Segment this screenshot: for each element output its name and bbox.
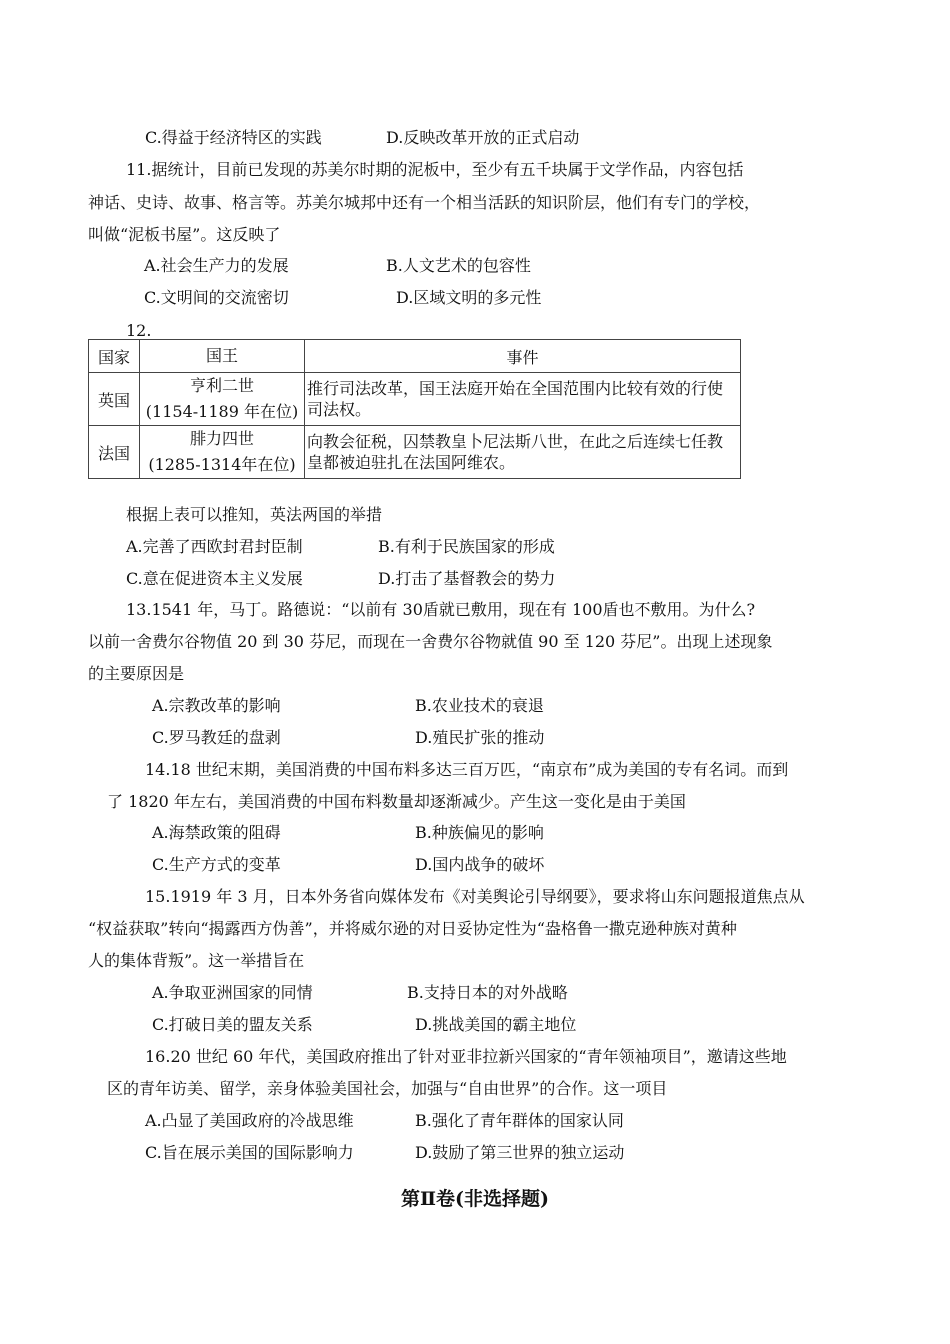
q12-option-b: B.有利于民族国家的形成 <box>378 537 555 556</box>
q15-option-d: D.挑战美国的霸主地位 <box>415 1015 577 1034</box>
q10-option-d: D.反映改革开放的正式启动 <box>386 128 580 147</box>
table-row <box>89 373 741 426</box>
table-header-row <box>89 340 741 373</box>
q16-stem-line2: 区的青年访美、留学，亲身体验美国社会，加强与“自由世界”的合作。这一项目 <box>107 1079 668 1098</box>
q16-option-d: D.鼓励了第三世界的独立运动 <box>415 1143 625 1162</box>
king-name: 亨利二世 <box>189 376 254 395</box>
q15-option-a: A.争取亚洲国家的同情 <box>152 983 313 1002</box>
king-reign: (1154-1189 年在位) <box>145 402 299 421</box>
q15-option-c: C.打破日美的盟友关系 <box>152 1015 313 1034</box>
q16-stem-line1: 16.20 世纪 60 年代，美国政府推出了针对亚非拉新兴国家的“青年领袖项目”，邀请这些地 <box>145 1047 787 1066</box>
q12-table <box>88 339 741 479</box>
q11-option-a: A.社会生产力的发展 <box>144 256 289 275</box>
q11-option-b: B.人文艺术的包容性 <box>386 256 531 275</box>
q13-stem-line2: 以前一舍费尔谷物值 20 到 30 芬尼，而现在一舍费尔谷物就值 90 至 120 芬尼”。出现上述现象 <box>88 632 773 651</box>
q12-stem: 根据上表可以推知，英法两国的举措 <box>126 505 383 524</box>
q11-stem-line2: 神话、史诗、故事、格言等。苏美尔城邦中还有一个相当活跃的知识阶层，他们有专门的学校， <box>88 193 761 212</box>
q11-option-c: C.文明间的交流密切 <box>144 288 289 307</box>
q10-option-c: C.得益于经济特区的实践 <box>145 128 322 147</box>
q11-stem-line1: 11.据统计，目前已发现的苏美尔时期的泥板中，至少有五千块属于文学作品，内容包括 <box>126 160 744 179</box>
king-name: 腓力四世 <box>189 429 254 448</box>
q15-stem-line3: 人的集体背叛”。这一举措旨在 <box>88 951 305 970</box>
q13-stem-line1: 13.1541 年，马丁。路德说：“以前有 30盾就已敷用，现在有 100盾也不敷用。为什么? <box>126 600 756 619</box>
q14-option-d: D.国内战争的破坏 <box>415 855 545 874</box>
q14-stem-line2: 了 1820 年左右，美国消费的中国布料数量却逐渐减少。产生这一变化是由于美国 <box>107 792 686 811</box>
row-country: 法国 <box>89 426 140 479</box>
q12-number: 12. <box>126 321 152 340</box>
q14-option-a: A.海禁政策的阻碍 <box>152 823 281 842</box>
q16-option-a: A.凸显了美国政府的冷战思维 <box>145 1111 354 1130</box>
q14-option-b: B.种族偏见的影响 <box>415 823 544 842</box>
header-event: 事件 <box>305 340 741 373</box>
row-king <box>140 426 305 479</box>
q13-option-a: A.宗教改革的影响 <box>152 696 281 715</box>
q16-option-c: C.旨在展示美国的国际影响力 <box>145 1143 354 1162</box>
q12-option-c: C.意在促进资本主义发展 <box>126 569 303 588</box>
row-country: 英国 <box>89 373 140 426</box>
q12-option-a: A.完善了西欧封君封臣制 <box>126 537 303 556</box>
section-title: 第Ⅱ卷(非选择题) <box>401 1188 549 1210</box>
q15-stem-line2: “权益获取”转向“揭露西方伪善”，并将威尔逊的对日妥协定性为“盎格鲁一撒克逊种族对黄种 <box>88 919 737 938</box>
header-country: 国家 <box>89 340 140 373</box>
q12-option-d: D.打击了基督教会的势力 <box>378 569 556 588</box>
q11-option-d: D.区域文明的多元性 <box>396 288 542 307</box>
table-row <box>89 426 741 479</box>
header-king: 国王 <box>140 340 305 373</box>
q11-stem-line3: 叫做“泥板书屋”。这反映了 <box>88 225 281 244</box>
q13-stem-line3: 的主要原因是 <box>88 664 185 683</box>
q13-option-d: D.殖民扩张的推动 <box>415 728 545 747</box>
row-king <box>140 373 305 426</box>
q13-option-b: B.农业技术的衰退 <box>415 696 544 715</box>
q14-stem-line1: 14.18 世纪末期，美国消费的中国布料多达三百万匹，“南京布”成为美国的专有名词。而到 <box>145 760 789 779</box>
q15-option-b: B.支持日本的对外战略 <box>407 983 568 1002</box>
q16-option-b: B.强化了青年群体的国家认同 <box>415 1111 624 1130</box>
row-event: 向教会征税，囚禁教皇卜尼法斯八世，在此之后连续七任教皇都被迫驻扎在法国阿维农。 <box>305 426 741 479</box>
q14-option-c: C.生产方式的变革 <box>152 855 281 874</box>
row-event: 推行司法改革，国王法庭开始在全国范围内比较有效的行使司法权。 <box>305 373 741 426</box>
q15-stem-line1: 15.1919 年 3 月，日本外务省向媒体发布《对美舆论引导纲要》，要求将山东问题报道焦点从 <box>145 887 805 906</box>
q13-option-c: C.罗马教廷的盘剥 <box>152 728 281 747</box>
king-reign: (1285-1314年在位) <box>148 455 296 474</box>
